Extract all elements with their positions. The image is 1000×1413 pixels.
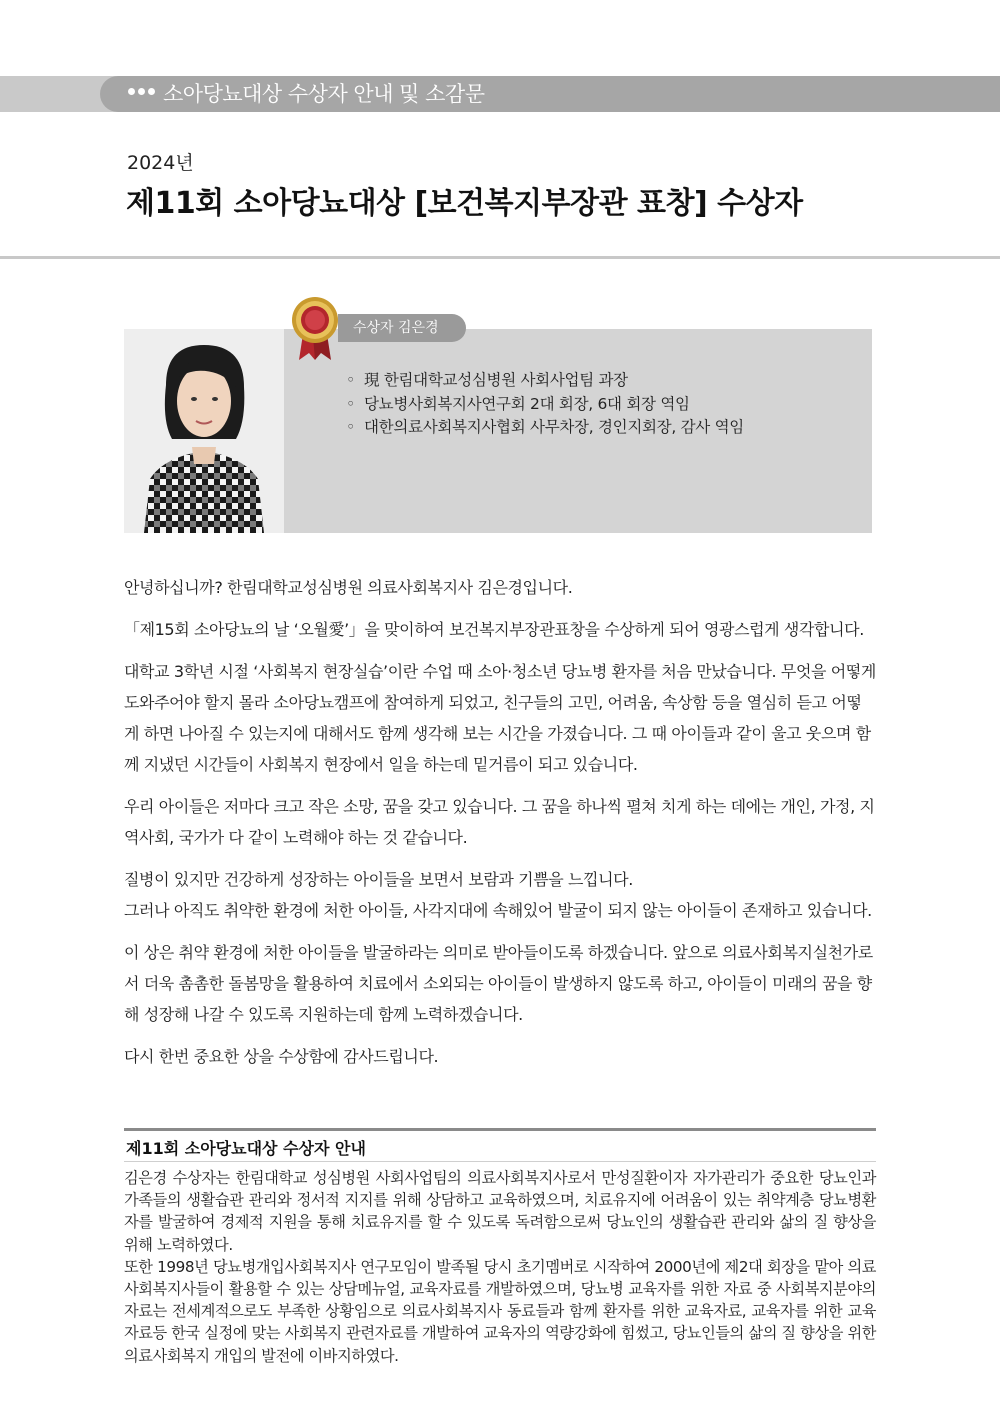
recipient-role: ◦ 現 한림대학교성심병원 사회사업팀 과장 (346, 369, 744, 393)
acceptance-speech (124, 572, 876, 1083)
guide-paragraph: 또한 1998년 당뇨병개입사회복지사 연구모임이 발족될 당시 초기멤버로 시작하여 2000년에 제2대 회장을 맡아 의료사회복지사들이 활용할 수 있는 상담메뉴얼, 교육자료를 개발하였으며, 당뇨병 교육자를 위한 자료 중 사회복지분야의 자료는 전세계적으로도 부족한 상황임으로 의료사회복지사 동료들과 함께 환자를 위한 교육자료, 교육자를 위한 교육자료등 한국 실정에 맞는 사회복지 관련자료를 개발하여 교육자의 역량강화에 힘썼고, 당뇨인들의 삶의 질 향상을 위한 의료사회복지 개입의 발전에 이바지하였다. (124, 1257, 876, 1365)
guide-sub-divider (124, 1161, 876, 1162)
speech-paragraph: 질병이 있지만 건강하게 성장하는 아이들을 보면서 보람과 기쁨을 느낍니다. 그러나 아직도 취약한 환경에 처한 아이들, 사각지대에 속해있어 발굴이 되지 않는 아이들이 존재하고 있습니다. (124, 870, 872, 920)
recipient-name-tag: 수상자 김은경 (338, 314, 466, 342)
guide-divider (124, 1128, 876, 1131)
recipient-role: ◦ 당뇨병사회복지사연구회 2대 회장, 6대 회장 역임 (346, 393, 744, 417)
speech-paragraph: 이 상은 취약 환경에 처한 아이들을 발굴하라는 의미로 받아들이도록 하겠습니다. 앞으로 의료사회복지실천가로서 더욱 촘촘한 돌봄망을 활용하여 치료에서 소외되는 아이들이 발생하지 않도록 하고, 아이들이 미래의 꿈을 향해 성장해 나갈 수 있도록 지원하는데 함께 노력하겠습니다. (124, 943, 873, 1024)
title-divider (0, 256, 1000, 259)
recipient-role: ◦ 대한의료사회복지사협회 사무차장, 경인지회장, 감사 역임 (346, 416, 744, 440)
medal-icon (289, 296, 341, 362)
speech-paragraph: 우리 아이들은 저마다 크고 작은 소망, 꿈을 갖고 있습니다. 그 꿈을 하나씩 펼쳐 치게 하는 데에는 개인, 가정, 지역사회, 국가가 다 같이 노력해야 하는 것 같습니다. (124, 797, 875, 847)
section-header-title: 소아당뇨대상 수상자 안내 및 소감문 (163, 82, 485, 106)
award-year: 2024년 (127, 152, 194, 174)
header-dots-icon (128, 88, 155, 95)
speech-paragraph: 다시 한번 중요한 상을 수상함에 감사드립니다. (124, 1047, 439, 1066)
speech-paragraph: 안녕하십니까? 한림대학교성심병원 의료사회복지사 김은경입니다. (124, 578, 573, 597)
guide-body (124, 1167, 876, 1367)
speech-paragraph: 대학교 3학년 시절 ‘사회복지 현장실습’이란 수업 때 소아·청소년 당뇨병 환자를 처음 만났습니다. 무엇을 어떻게 도와주어야 할지 몰라 소아당뇨캠프에 참여하게 되었고, 친구들의 고민, 어려움, 속상함 등을 열심히 듣고 어떻게 하면 나아질 수 있는지에 대해서도 함께 생각해 보는 시간을 가졌습니다. 그 때 아이들과 같이 울고 웃으며 함께 지냈던 시간들이 사회복지 현장에서 일을 하는데 밑거름이 되고 있습니다. (124, 662, 876, 774)
page-title: 제11회 소아당뇨대상 [보건복지부장관 표창] 수상자 (126, 186, 803, 221)
guide-paragraph: 김은경 수상자는 한림대학교 성심병원 사회사업팀의 의료사회복지사로서 만성질환이자 자가관리가 중요한 당뇨인과 가족들의 생활습관 관리와 정서적 지지를 위해 상담하고 교육하였으며, 치료유지에 어려움이 있는 취약계층 당뇨병환자를 발굴하여 경제적 지원을 통해 치료유지를 할 수 있도록 독려함으로써 당뇨인의 생활습관 관리와 삶의 질 향상을 위해 노력하였다. (124, 1169, 876, 1254)
speech-paragraph: 「제15회 소아당뇨의 날 ‘오월愛’」을 맞이하여 보건복지부장관표창을 수상하게 되어 영광스럽게 생각합니다. (124, 620, 864, 639)
recipient-photo (124, 329, 284, 533)
guide-title: 제11회 소아당뇨대상 수상자 안내 (126, 1139, 366, 1158)
recipient-roles-list (346, 369, 744, 440)
